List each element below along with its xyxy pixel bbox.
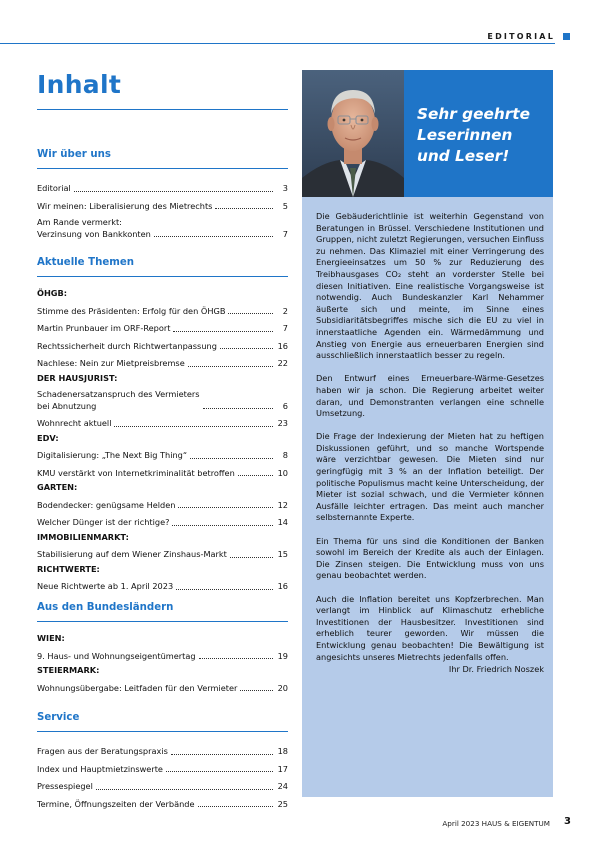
toc-entry[interactable] — [37, 212, 288, 240]
entry-title: Stimme des Präsidenten: Erfolg für den ÖHGB — [37, 305, 226, 316]
category-label: STEIERMARK: — [37, 665, 100, 675]
entry-page: 5 — [282, 200, 288, 211]
toc-entry[interactable] — [37, 511, 288, 529]
leader-dots — [171, 754, 273, 755]
entry-page: 8 — [282, 450, 288, 460]
leader-dots — [228, 313, 273, 314]
toc-entry[interactable] — [37, 543, 288, 561]
entry-title-line1: Schadenersatzanspruch des Vermieters — [37, 389, 200, 399]
header-rule — [0, 43, 555, 44]
section-rule — [37, 168, 288, 169]
leader-dots — [173, 331, 273, 332]
entry-page: 20 — [277, 682, 288, 693]
letter-paragraph: Die Frage der Indexierung der Mieten hat zu heftigen Diskussionen geführt, und so manche Wortspende wäre verzichtbar gewesen. Die Mieten sind nur geringfügig mit 3 % an der Inflation beteiligt. Der politische Populismus macht keine Unterscheidung, der Mieter ist sozial schwach, und die Vermieter können Ausfälle leichter ertragen. Das meint auch mancher selbsternannte Experte. — [316, 431, 544, 523]
entry-page: 17 — [277, 763, 288, 774]
entry-title: Pressespiegel — [37, 781, 93, 791]
editorial-letter — [302, 197, 553, 797]
entry-page: 23 — [277, 418, 288, 428]
leader-dots — [230, 557, 273, 558]
leader-dots — [238, 475, 273, 476]
leader-dots — [178, 507, 273, 508]
leader-dots — [188, 366, 273, 367]
author-photo — [302, 70, 404, 197]
entry-title: Neue Richtwerte ab 1. April 2023 — [37, 581, 174, 591]
letter-paragraph: Die Gebäuderichtlinie ist weiterhin Gegenstand von Beratungen in Brüssel. Verschiedene Institutionen und Gruppen, nicht zuletzt Regierungen, versuchen Einfluss zu nehmen. Das Klimaziel mit einer Verringerung des Energieeinsatzes um 50 % zur Reduzierung des Treibhausgases CO₂ steht an vorderster Stelle bei diesen Initiativen. Eine realistische Vorgangsweise ist notwendig. Auch Bundeskanzler Karl Nehammer äußerte sich und meinte, im Sinne eines Subsidiaritätsbegriffes mische sich die EU zu viel in innerstaatliche Agenden ein. Wärmedämmung und Anstieg von Energie aus erneuerbaren Energien sind ausschließlich innerstaatlich besser zu regeln. — [316, 211, 544, 361]
entry-title: Welcher Dünger ist der richtige? — [37, 517, 170, 527]
section-rule — [37, 731, 288, 732]
category-label: RICHTWERTE: — [37, 563, 100, 574]
letter-paragraph: Den Entwurf eines Erneuerbare-Wärme-Gesetzes haben wir ja schon. Die Regierung arbeitet weiter daran, und Demonstranten verlangen eine schnelle Umsetzung. — [316, 373, 544, 419]
entry-page: 15 — [277, 549, 288, 559]
leader-dots — [114, 426, 273, 427]
leader-dots — [74, 191, 273, 192]
toc-section-bundeslaender — [37, 601, 288, 694]
headline-line: Leserinnen — [417, 126, 513, 144]
leader-dots — [215, 208, 273, 209]
section-label: EDITORIAL — [487, 32, 555, 41]
entry-page: 12 — [277, 499, 288, 510]
toc-entry[interactable] — [37, 300, 288, 318]
section-heading: Aktuelle Themen — [37, 257, 135, 268]
toc-entry[interactable] — [37, 494, 288, 512]
toc-entry[interactable] — [37, 177, 288, 195]
leader-dots — [172, 525, 273, 526]
entry-title: Bodendecker: genügsame Helden — [37, 499, 176, 510]
leader-dots — [154, 236, 273, 237]
section-rule — [37, 621, 288, 622]
entry-title: Rechtssicherheit durch Richtwertanpassung — [37, 340, 217, 351]
letter-paragraph: Auch die Inflation bereitet uns Kopfzerbrechen. Man verlangt im Hinblick auf Klimaschutz erhebliche Investitionen der Hausbesitzer. Investitionen sind erheblich teurer geworden. Wir müssen die Entwicklung genau beobachten! Die Bewältigung ist angesichts unseres Mietrechts jedenfalls offen. — [316, 593, 544, 662]
headline-line: und Leser! — [417, 147, 510, 165]
toc-entry[interactable] — [37, 740, 288, 758]
leader-dots — [176, 589, 273, 590]
entry-title: Wohnungsübergabe: Leitfaden für den Vermieter — [37, 682, 238, 693]
toc-entry[interactable] — [37, 645, 288, 663]
toc-entry[interactable] — [37, 335, 288, 353]
entry-page: 6 — [282, 400, 288, 411]
toc-entry[interactable] — [37, 412, 288, 430]
title-rule — [37, 109, 288, 110]
toc-entry[interactable] — [37, 195, 288, 213]
page-number: 3 — [564, 816, 571, 827]
toc-entry[interactable] — [37, 677, 288, 695]
category-label: GARTEN: — [37, 482, 78, 492]
leader-dots — [220, 348, 273, 349]
entry-title-line2: Verzinsung von Bankkonten — [37, 228, 151, 239]
entry-page: 2 — [282, 305, 288, 316]
leader-dots — [198, 806, 273, 807]
entry-title: Index und Hauptmietzinswerte — [37, 763, 163, 774]
leader-dots — [96, 789, 273, 790]
category-label: IMMOBILIENMARKT: — [37, 531, 129, 542]
letter-paragraph: Ein Thema für uns sind die Konditionen der Banken sowohl im Bereich der Kredite als auch der Einlagen. Die Zinsen steigen. Die Entwicklung muss von uns genau beobachtet werden. — [316, 535, 544, 581]
entry-title: Wohnrecht aktuell — [37, 418, 112, 428]
entry-page: 10 — [277, 467, 288, 478]
entry-title-line2: bei Abnutzung — [37, 400, 97, 411]
entry-title: Stabilisierung auf dem Wiener Zinshaus-Markt — [37, 549, 227, 559]
entry-page: 3 — [282, 183, 288, 193]
leader-dots — [240, 690, 273, 691]
toc-entry[interactable] — [37, 384, 288, 412]
toc-entry[interactable] — [37, 775, 288, 793]
editorial-headline-panel — [404, 70, 553, 197]
entry-title: Nachlese: Nein zur Mietpreisbremse — [37, 358, 185, 368]
leader-dots — [203, 408, 273, 409]
toc-title-block — [37, 70, 288, 110]
category-label: EDV: — [37, 432, 59, 443]
entry-title: Fragen aus der Beratungspraxis — [37, 746, 168, 756]
editorial-headline — [417, 104, 530, 167]
toc-section-aktuelle-themen — [37, 256, 288, 593]
category-label: WIEN: — [37, 633, 65, 643]
toc-entry[interactable] — [37, 758, 288, 776]
entry-title: KMU verstärkt von Internetkriminalität betroffen — [37, 467, 235, 478]
entry-page: 25 — [277, 798, 288, 809]
toc-entry[interactable] — [37, 317, 288, 335]
category-label: DER HAUSJURIST: — [37, 372, 118, 383]
toc-section-service — [37, 711, 288, 810]
entry-title: Digitalisierung: „The Next Big Thing“ — [37, 450, 188, 460]
toc-section-wir-ueber-uns — [37, 148, 288, 240]
leader-dots — [199, 658, 273, 659]
entry-title-line1: Am Rande vermerkt: — [37, 217, 122, 227]
entry-page: 24 — [277, 781, 288, 791]
entry-title: Martin Prunbauer im ORF-Report — [37, 323, 171, 333]
section-marker-square — [563, 33, 570, 40]
toc-entry[interactable] — [37, 352, 288, 370]
entry-page: 18 — [277, 746, 288, 756]
entry-title: Wir meinen: Liberalisierung des Mietrechts — [37, 200, 213, 211]
toc-entry[interactable] — [37, 444, 288, 462]
signature: Ihr Dr. Friedrich Noszek — [448, 664, 544, 675]
entry-page: 22 — [277, 358, 288, 368]
entry-page: 16 — [277, 581, 288, 591]
toc-entry[interactable] — [37, 462, 288, 480]
portrait-illustration — [302, 70, 404, 197]
entry-title: 9. Haus- und Wohnungseigentümertag — [37, 650, 196, 661]
section-rule — [37, 276, 288, 277]
section-heading: Aus den Bundesländern — [37, 602, 174, 613]
entry-page: 7 — [282, 228, 288, 239]
section-heading: Wir über uns — [37, 149, 111, 160]
section-heading: Service — [37, 712, 80, 723]
entry-page: 14 — [277, 517, 288, 527]
category-label: ÖHGB: — [37, 288, 68, 298]
entry-page: 7 — [282, 323, 288, 333]
leader-dots — [190, 458, 273, 459]
footer-issue: April 2023 HAUS & EIGENTUM — [442, 819, 550, 828]
leader-dots — [166, 771, 273, 772]
headline-line: Sehr geehrte — [417, 105, 530, 123]
entry-title: Editorial — [37, 183, 71, 193]
page-title: Inhalt — [37, 70, 122, 99]
entry-page: 19 — [277, 650, 288, 661]
entry-title: Termine, Öffnungszeiten der Verbände — [37, 798, 195, 809]
entry-page: 16 — [277, 340, 288, 351]
toc-entry[interactable] — [37, 575, 288, 593]
toc-entry[interactable] — [37, 793, 288, 811]
